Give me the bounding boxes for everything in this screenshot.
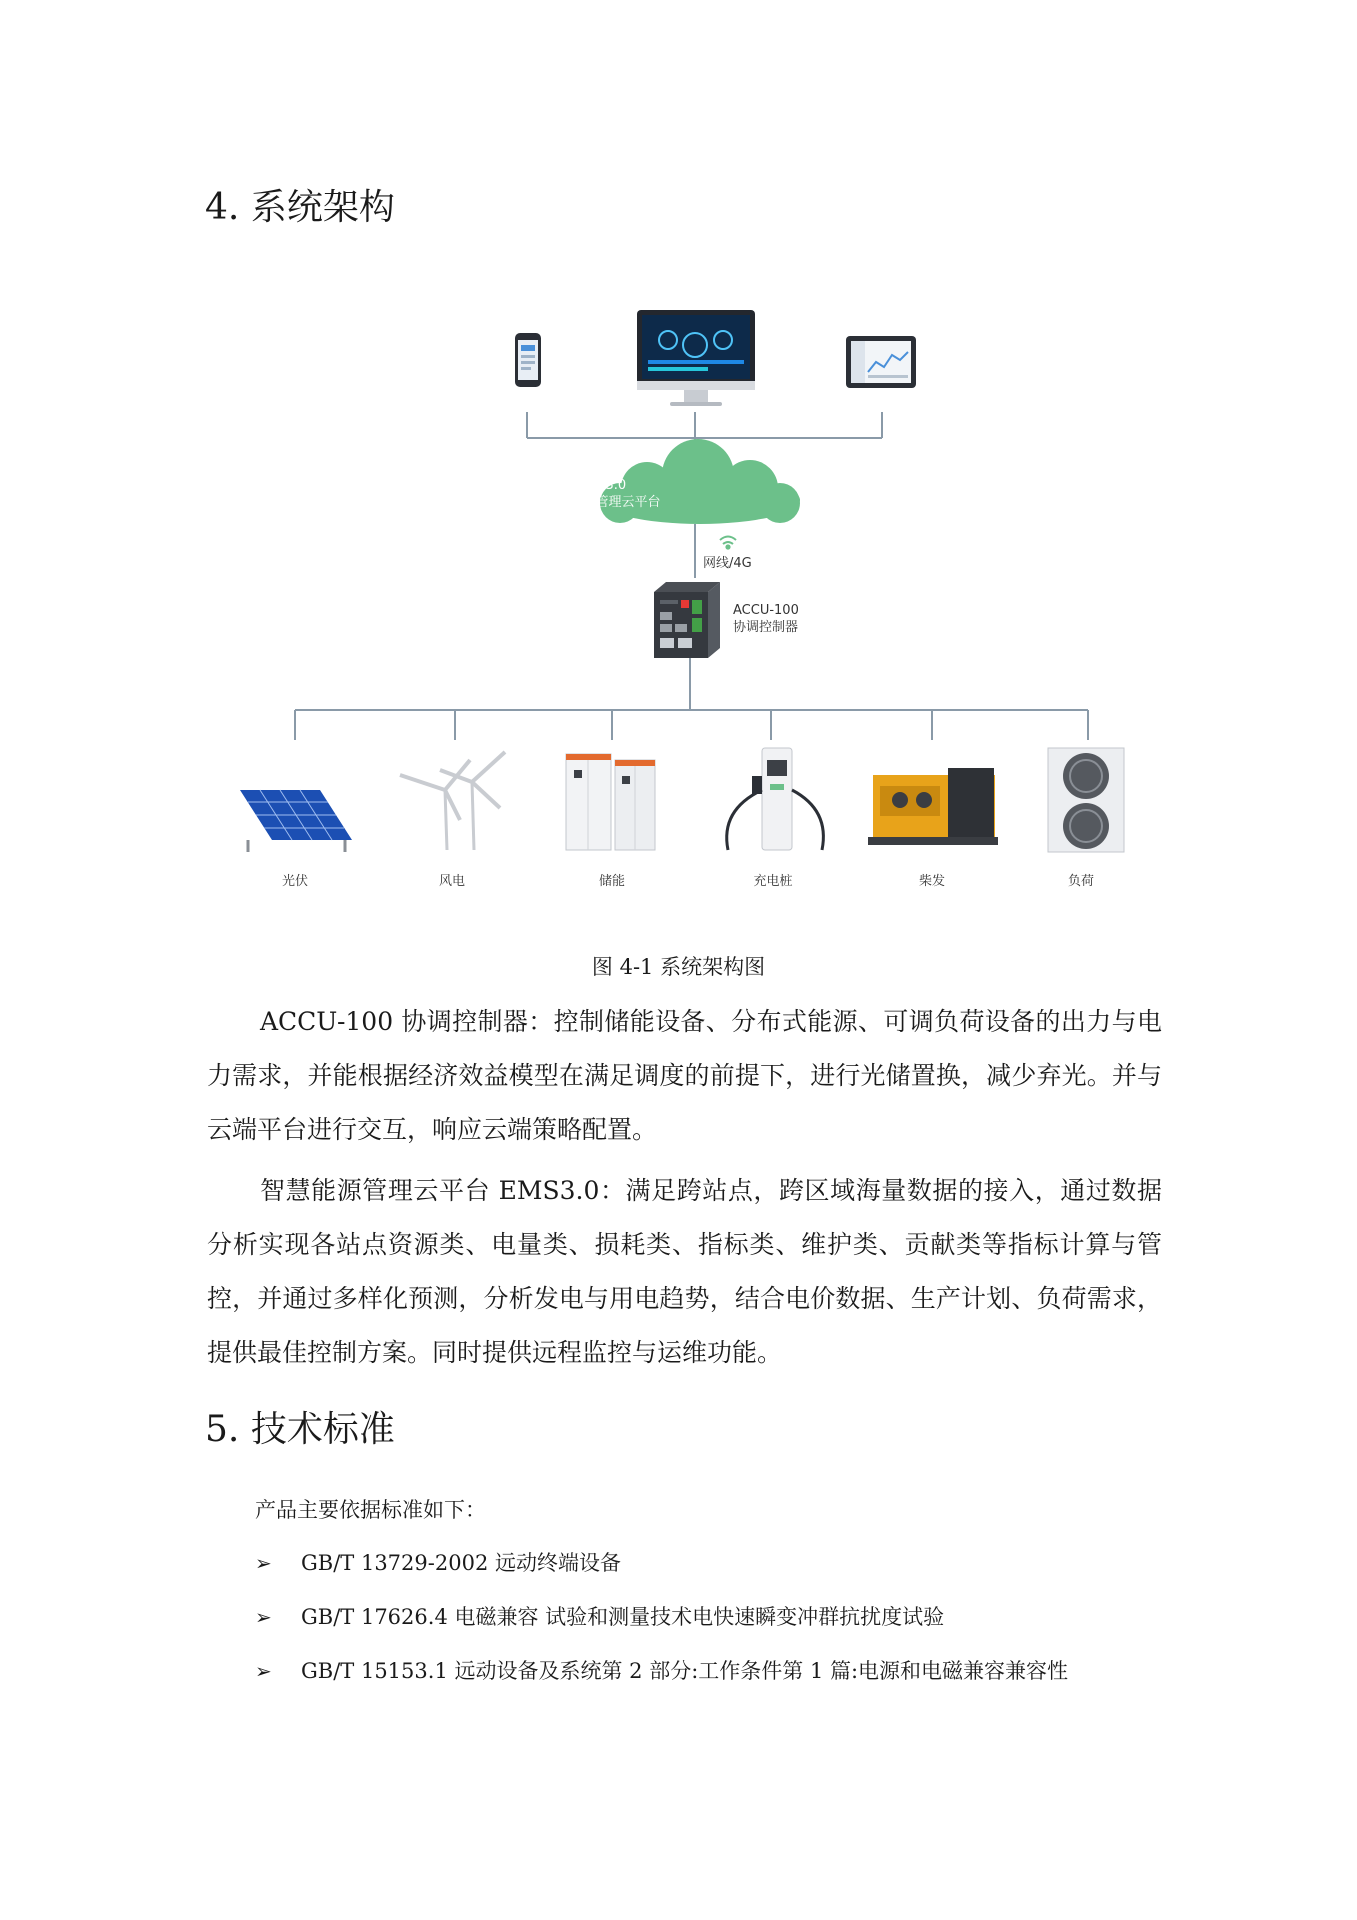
list-item [255, 1548, 1155, 1602]
cloud-platform-subtitle: 智慧能源管理云平台 [543, 495, 661, 510]
diesel-generator-icon [868, 768, 998, 845]
controller-label [733, 602, 799, 636]
device-label-charger: 充电桩 [753, 874, 793, 889]
standards-intro: 产品主要依据标准如下： [255, 1498, 486, 1522]
list-item [255, 1602, 1155, 1656]
controller-name: 协调控制器 [733, 620, 799, 635]
device-label-load: 负荷 [1067, 874, 1095, 889]
paragraph-ems-platform: 智慧能源管理云平台 EMS3.0：满足跨站点，跨区域海量数据的接入，通过数据分析实现各站点资源类、电量类、损耗类、指标类、维护类、贡献类等指标计算与管控，并通过多样化预测，分析发电与用电趋势，结合电价数据、生产计划、负荷需求，提供最佳控制方案。同时提供远程监控与运维功能。 [207, 1176, 1162, 1367]
cloud-platform-name: EMS3.0 [577, 478, 627, 493]
standard-text: GB/T 15153.1 远动设备及系统第 2 部分:工作条件第 1 篇:电源和电磁兼容兼容性 [301, 1659, 1069, 1683]
tablet-icon [846, 336, 916, 388]
controller-model: ACCU-100 [733, 603, 799, 618]
figure-caption: 图 4-1 系统架构图 [591, 955, 766, 979]
bullet-arrow-icon: ➢ [255, 1551, 272, 1575]
standard-text: GB/T 17626.4 电磁兼容 试验和测量技术电快速瞬变冲群抗扰度试验 [301, 1605, 945, 1629]
system-architecture-diagram [230, 300, 1130, 900]
section-5-number: 5. [205, 1409, 240, 1450]
standards-list [255, 1548, 1155, 1710]
section-4-title: 系统架构 [250, 187, 395, 228]
paragraph-accu-controller: ACCU-100 协调控制器：控制储能设备、分布式能源、可调负荷设备的出力与电力需求，并能根据经济效益模型在满足调度的前提下，进行光储置换，减少弃光。并与云端平台进行交互，响应云端策略配置。 [207, 1007, 1162, 1144]
section-5-heading [205, 1408, 395, 1452]
list-item [255, 1656, 1155, 1710]
device-label-pv: 光伏 [281, 874, 309, 889]
standard-text: GB/T 13729-2002 远动终端设备 [301, 1551, 621, 1575]
energy-storage-cabinet-icon [566, 754, 655, 850]
section-4-number: 4. [205, 187, 240, 228]
load-ac-unit-icon [1048, 748, 1124, 852]
cloud-platform-label [502, 477, 702, 511]
solar-panel-icon [240, 790, 352, 852]
wind-turbine-icon [400, 752, 505, 850]
charging-pile-icon [727, 748, 824, 850]
device-label-diesel: 柴发 [918, 874, 946, 889]
wifi-icon [720, 537, 736, 549]
network-label: 网线/4G [703, 556, 752, 571]
desktop-monitor-icon [637, 310, 755, 406]
device-label-wind: 风电 [438, 874, 466, 889]
device-label-storage: 储能 [598, 874, 626, 889]
bullet-arrow-icon: ➢ [255, 1605, 272, 1629]
phone-icon [515, 333, 541, 387]
section-4-heading [205, 186, 395, 230]
controller-device-icon [654, 582, 720, 658]
bullet-arrow-icon: ➢ [255, 1659, 272, 1683]
section-5-title: 技术标准 [250, 1409, 395, 1450]
